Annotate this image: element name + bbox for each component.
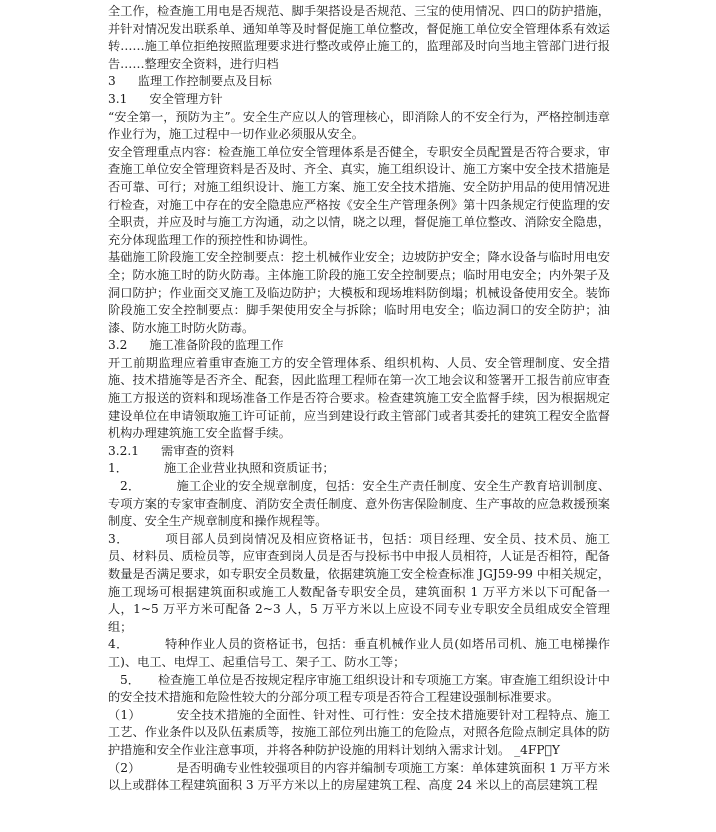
heading-3-1-text: 安全管理方针 <box>149 91 223 106</box>
garbled-text: _4FP Y <box>514 742 560 757</box>
sub-item-2-text: 是否明确专业性较强项目的内容并编制专项施工方案：单体建筑面积 1 万平方米以上或群体工程建筑面积 3 万平方米以上的房屋建筑工程、高度 24 米以上的高层建筑工程 <box>108 760 610 793</box>
list-item-2-text: 施工企业的安全规章制度，包括：安全生产责任制度、安全生产教育培训制度、专项方案的专家审查制度、消防安全责任制度、意外伤害保险制度、生产事故的应急救援预案制度、安全生产规章制度和操作规程等。 <box>108 479 611 529</box>
sub-item-2-number: （2） <box>108 760 141 775</box>
list-item-5-number: 5． <box>120 672 140 687</box>
heading-3-1 <box>108 91 610 109</box>
document-body <box>108 3 610 795</box>
paragraph-stage-control-points: 基础施工阶段施工安全控制要点：挖土机械作业安全；边坡防护安全；降水设备与临时用电安全；防水施工时的防火防毒。主体施工阶段的施工安全控制要点；临时用电安全；内外架子及洞口防护；作业面交叉施工及临边防护；大模板和现场堆料防倒塌；机械设备使用安全。装饰阶段施工安全控制要点：脚手架使用安全与拆除；临时用电安全；临边洞口的安全防护；油漆、防水施工时防火防毒。 <box>108 250 610 335</box>
sub-item-1 <box>108 707 610 760</box>
list-item-1-text: 施工企业营业执照和资质证书； <box>163 461 335 476</box>
list-item-5 <box>108 672 610 707</box>
sub-item-1-text: 安全技术措施的全面性、针对性、可行性：安全技术措施要针对工程特点、施工工艺、作业条件以及队伍素质等，按施工部位列出施工的危险点，对照各危险点制定具体的防护措施和安全作业注意事项，并将各种防护设施的用料计划纳入需求计划。 <box>108 707 611 757</box>
list-item-3 <box>108 531 610 637</box>
sub-item-2 <box>108 760 610 795</box>
list-item-1-number: 1． <box>108 461 128 476</box>
list-item-3-text: 项目部人员到岗情况及相应资格证书，包括：项目经理、安全员、技术员、施工员、材料员、质检员等，应审查到岗人员是否与投标书中申报人员相符，人证是否相符，配备数量是否满足要求，如专职安全员数量，依据建筑施工安全检查标准 JGJ59-99 中相关规定，施工现场可根据建筑面积或施工人数配备专职安全员，建筑面积 1 万平方米以下可配备一人，1~5 万平方米可配备 2~3 人，5 万平方米以上应设不同专业专职安全员组成安全管理组； <box>108 531 610 634</box>
heading-3 <box>108 73 610 91</box>
heading-3-2-1-number: 3.2.1 <box>108 443 140 458</box>
heading-3-number: 3 <box>108 74 116 89</box>
list-item-4 <box>108 636 610 671</box>
list-item-1 <box>108 460 610 478</box>
paragraph-safety-motto: “安全第一，预防为主”。安全生产应以人的管理核心，即消除人的不安全行为，严格控制违章作业行为，施工过程中一切作业必须服从安全。 <box>108 109 610 142</box>
heading-3-2 <box>108 337 610 355</box>
heading-3-text: 监理工作控制要点及目标 <box>137 74 272 89</box>
heading-3-2-1-text: 需审查的资料 <box>161 443 235 458</box>
list-item-4-number: 4． <box>108 637 129 652</box>
paragraph-safety-focus: 安全管理重点内容：检查施工单位安全管理体系是否健全，专职安全员配置是否符合要求，审查施工单位安全管理资料是否及时、齐全、真实，施工组织设计、施工方案中安全技术措施是否可靠、可行；对施工组织设计、施工方案、施工安全技术措施、安全防护用品的使用情况进行检查，对施工中存在的安全隐患应严格按《安全生产管理条例》第十四条规定行使监理的安全职责，并应及时与施工方沟通，动之以情，晓之以理，督促施工单位整改、消除安全隐患，充分体现监理工作的预控性和协调性。 <box>108 144 610 247</box>
heading-3-2-1 <box>108 443 610 461</box>
heading-3-2-number: 3.2 <box>108 338 128 353</box>
paragraph-intro: 全工作，检查施工用电是否规范、脚手架搭设是否规范、三宝的使用情况、四口的防护措施，并针对情况发出联系单、通知单等及时督促施工单位整改，督促施工单位安全管理体系有效运转……施工单位拒绝按照监理要求进行整改或停止施工的，监理部及时向当地主管部门进行报告……整理安全资料，进行归档 <box>108 4 610 71</box>
list-item-2 <box>108 478 610 531</box>
sub-item-1-number: （1） <box>108 707 141 722</box>
list-item-5-text: 检查施工单位是否按规定程序审施工组织设计和专项施工方案。审查施工组织设计中的安全技术措施和危险性较大的分部分项工程专项是否符合工程建设强制标准要求。 <box>108 672 610 705</box>
paragraph-preparation: 开工前期监理应着重审查施工方的安全管理体系、组织机构、人员、安全管理制度、安全措施、技术措施等是否齐全、配套，因此监理工程师在第一次工地会议和签署开工报告前应审查施工方报送的资料和现场准备工作是否符合要求。检查建筑施工安全监督手续，因为根据规定建设单位在申请领取施工许可证前，应当到建设行政主管部门或者其委托的建筑工程安全监督机构办理建筑施工安全监督手续。 <box>108 355 610 441</box>
heading-3-2-text: 施工准备阶段的监理工作 <box>149 338 284 353</box>
list-item-4-text: 特种作业人员的资格证书，包括：垂直机械作业人员(如塔吊司机、施工电梯操作工)、电工、电焊工、起重信号工、架子工、防水工等； <box>108 637 610 669</box>
list-item-2-number: 2． <box>120 479 141 494</box>
list-item-3-number: 3． <box>108 531 129 546</box>
heading-3-1-number: 3.1 <box>108 91 128 106</box>
